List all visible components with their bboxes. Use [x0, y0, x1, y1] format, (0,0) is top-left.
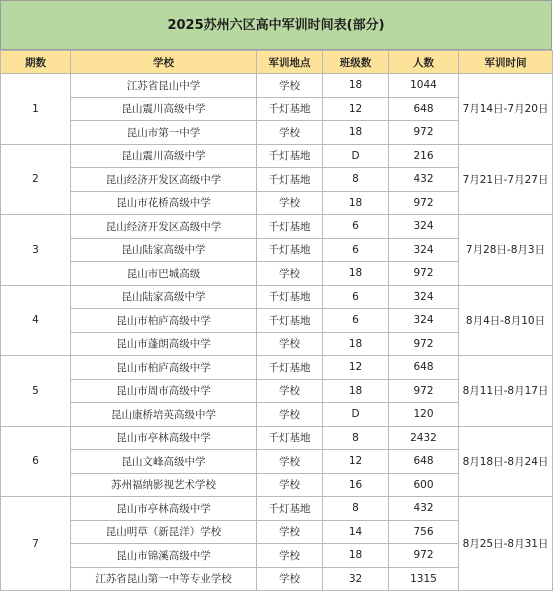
location-cell: 学校 — [257, 379, 323, 403]
people-cell: 600 — [389, 473, 459, 497]
table-title: 2025苏州六区高中军训时间表(部分) — [0, 0, 552, 50]
location-cell: 学校 — [257, 121, 323, 145]
training-time-cell: 8月4日-8月10日 — [459, 285, 553, 356]
people-cell: 648 — [389, 450, 459, 474]
table-header — [1, 51, 553, 74]
classes-cell: 32 — [323, 567, 389, 591]
school-cell: 昆山康桥培英高级中学 — [71, 403, 257, 427]
classes-cell: 12 — [323, 356, 389, 380]
people-cell: 972 — [389, 121, 459, 145]
people-cell: 1044 — [389, 74, 459, 98]
period-cell: 3 — [1, 215, 71, 286]
people-cell: 432 — [389, 497, 459, 521]
classes-cell: 18 — [323, 121, 389, 145]
people-cell: 648 — [389, 356, 459, 380]
school-cell: 昆山市巴城高级 — [71, 262, 257, 286]
school-cell: 昆山市锦溪高级中学 — [71, 544, 257, 568]
people-cell: 324 — [389, 215, 459, 239]
location-cell: 千灯基地 — [257, 97, 323, 121]
classes-cell: 8 — [323, 426, 389, 450]
school-cell: 昆山市亭林高级中学 — [71, 426, 257, 450]
header-school: 学校 — [71, 51, 257, 74]
location-cell: 千灯基地 — [257, 309, 323, 333]
people-cell: 972 — [389, 332, 459, 356]
classes-cell: 6 — [323, 238, 389, 262]
classes-cell: 18 — [323, 74, 389, 98]
school-cell: 昆山经济开发区高级中学 — [71, 168, 257, 192]
people-cell: 648 — [389, 97, 459, 121]
school-cell: 昆山陆家高级中学 — [71, 238, 257, 262]
header-classes: 班级数 — [323, 51, 389, 74]
classes-cell: 18 — [323, 262, 389, 286]
classes-cell: 18 — [323, 379, 389, 403]
training-time-cell: 8月18日-8月24日 — [459, 426, 553, 497]
people-cell: 1315 — [389, 567, 459, 591]
classes-cell: D — [323, 403, 389, 427]
location-cell: 学校 — [257, 544, 323, 568]
location-cell: 学校 — [257, 520, 323, 544]
school-cell: 昆山市第一中学 — [71, 121, 257, 145]
school-cell: 昆山明草（新昆洋）学校 — [71, 520, 257, 544]
school-cell: 昆山震川高级中学 — [71, 97, 257, 121]
table-row — [1, 356, 553, 380]
location-cell: 学校 — [257, 262, 323, 286]
training-time-cell: 7月14日-7月20日 — [459, 74, 553, 145]
school-cell: 昆山经济开发区高级中学 — [71, 215, 257, 239]
school-cell: 昆山文峰高级中学 — [71, 450, 257, 474]
classes-cell: 8 — [323, 168, 389, 192]
header-row — [1, 51, 553, 74]
people-cell: 972 — [389, 262, 459, 286]
location-cell: 学校 — [257, 191, 323, 215]
people-cell: 432 — [389, 168, 459, 192]
header-people: 人数 — [389, 51, 459, 74]
table-row — [1, 426, 553, 450]
table-row — [1, 215, 553, 239]
classes-cell: 6 — [323, 215, 389, 239]
header-time: 军训时间 — [459, 51, 553, 74]
training-time-cell: 8月25日-8月31日 — [459, 497, 553, 591]
table-row — [1, 497, 553, 521]
location-cell: 千灯基地 — [257, 168, 323, 192]
people-cell: 972 — [389, 544, 459, 568]
training-time-cell: 8月11日-8月17日 — [459, 356, 553, 427]
classes-cell: 18 — [323, 191, 389, 215]
school-cell: 昆山市柏庐高级中学 — [71, 309, 257, 333]
people-cell: 324 — [389, 309, 459, 333]
school-cell: 昆山市柏庐高级中学 — [71, 356, 257, 380]
training-time-cell: 7月28日-8月3日 — [459, 215, 553, 286]
period-cell: 7 — [1, 497, 71, 591]
school-cell: 昆山震川高级中学 — [71, 144, 257, 168]
period-cell: 1 — [1, 74, 71, 145]
table-row — [1, 285, 553, 309]
school-cell: 江苏省昆山中学 — [71, 74, 257, 98]
people-cell: 2432 — [389, 426, 459, 450]
classes-cell: 8 — [323, 497, 389, 521]
table-row — [1, 144, 553, 168]
location-cell: 学校 — [257, 403, 323, 427]
classes-cell: 12 — [323, 450, 389, 474]
period-cell: 5 — [1, 356, 71, 427]
people-cell: 972 — [389, 379, 459, 403]
location-cell: 千灯基地 — [257, 497, 323, 521]
location-cell: 千灯基地 — [257, 238, 323, 262]
people-cell: 756 — [389, 520, 459, 544]
classes-cell: 18 — [323, 332, 389, 356]
header-period: 期数 — [1, 51, 71, 74]
location-cell: 学校 — [257, 74, 323, 98]
training-time-cell: 7月21日-7月27日 — [459, 144, 553, 215]
classes-cell: D — [323, 144, 389, 168]
location-cell: 千灯基地 — [257, 356, 323, 380]
people-cell: 972 — [389, 191, 459, 215]
location-cell: 千灯基地 — [257, 144, 323, 168]
location-cell: 学校 — [257, 567, 323, 591]
classes-cell: 16 — [323, 473, 389, 497]
table-body — [1, 74, 553, 591]
header-location: 军训地点 — [257, 51, 323, 74]
schedule-table — [0, 50, 553, 591]
period-cell: 2 — [1, 144, 71, 215]
location-cell: 学校 — [257, 450, 323, 474]
classes-cell: 18 — [323, 544, 389, 568]
classes-cell: 14 — [323, 520, 389, 544]
period-cell: 4 — [1, 285, 71, 356]
location-cell: 千灯基地 — [257, 215, 323, 239]
location-cell: 学校 — [257, 332, 323, 356]
school-cell: 昆山市花桥高级中学 — [71, 191, 257, 215]
school-cell: 江苏省昆山第一中等专业学校 — [71, 567, 257, 591]
table-row — [1, 74, 553, 98]
classes-cell: 6 — [323, 309, 389, 333]
people-cell: 324 — [389, 238, 459, 262]
school-cell: 昆山市蓬朗高级中学 — [71, 332, 257, 356]
classes-cell: 6 — [323, 285, 389, 309]
school-cell: 昆山陆家高级中学 — [71, 285, 257, 309]
school-cell: 苏州福纳影视艺术学校 — [71, 473, 257, 497]
location-cell: 千灯基地 — [257, 285, 323, 309]
school-cell: 昆山市亭林高级中学 — [71, 497, 257, 521]
location-cell: 学校 — [257, 473, 323, 497]
period-cell: 6 — [1, 426, 71, 497]
classes-cell: 12 — [323, 97, 389, 121]
location-cell: 千灯基地 — [257, 426, 323, 450]
people-cell: 120 — [389, 403, 459, 427]
people-cell: 324 — [389, 285, 459, 309]
school-cell: 昆山市周市高级中学 — [71, 379, 257, 403]
people-cell: 216 — [389, 144, 459, 168]
